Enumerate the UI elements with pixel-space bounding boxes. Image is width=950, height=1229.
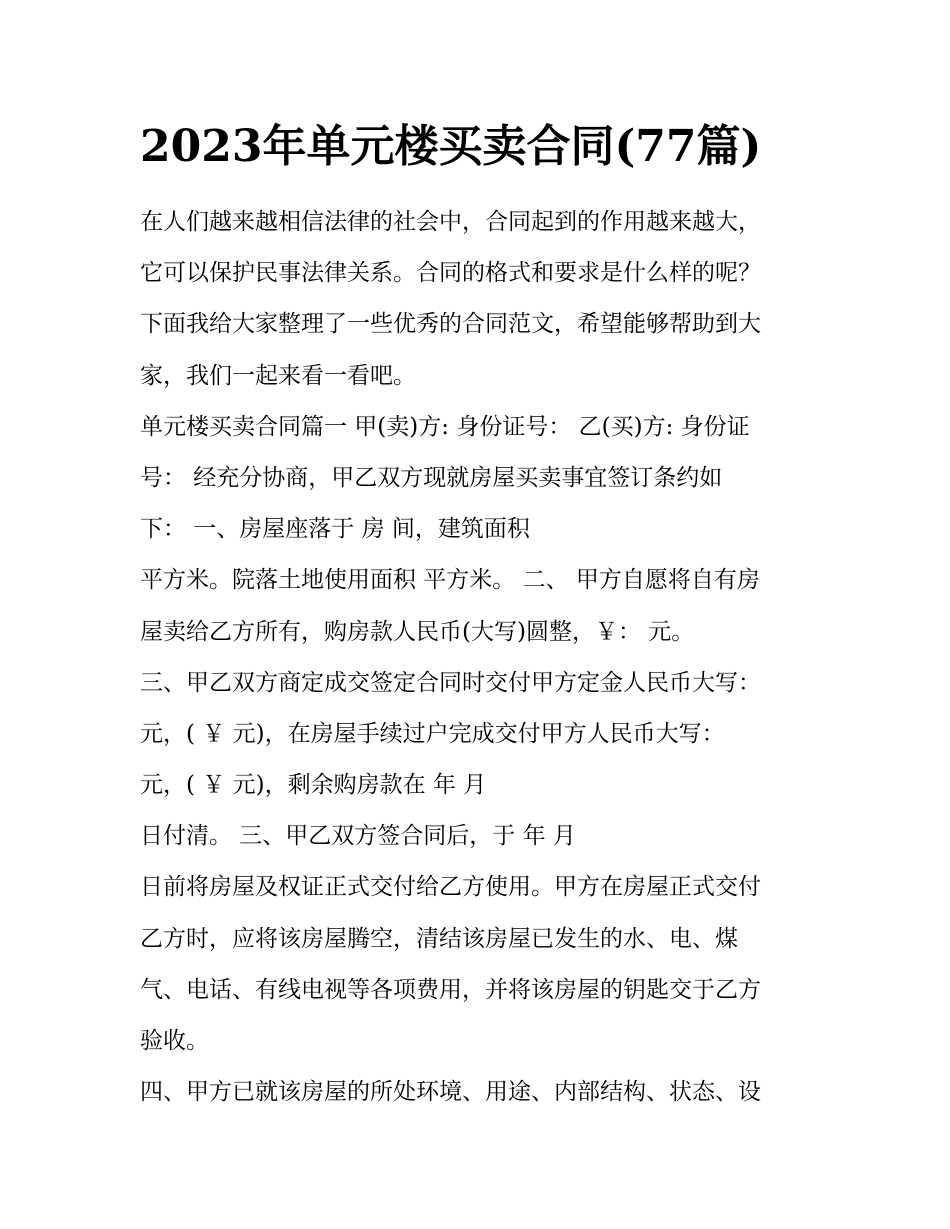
body-line: 单元楼买卖合同篇一 甲(卖)方: 身份证号： 乙(买)方: 身份证 (140, 413, 750, 440)
body-line: 下： 一、房屋座落于 房 间，建筑面积 (140, 516, 530, 543)
body-line: 元，( ￥ 元)，在房屋手续过户完成交付甲方人民币大写： (140, 720, 725, 747)
body-line: 乙方时，应将该房屋腾空，清结该房屋已发生的水、电、煤 (140, 925, 738, 952)
body-line: 日付清。 三、甲乙双方签合同后，于 年 月 (140, 823, 576, 850)
body-line: 家，我们一起来看一看吧。 (140, 362, 416, 389)
body-line: 日前将房屋及权证正式交付给乙方使用。甲方在房屋正式交付 (140, 874, 761, 901)
body-line: 气、电话、有线电视等各项费用，并将该房屋的钥匙交于乙方 (140, 976, 761, 1003)
body-line: 下面我给大家整理了一些优秀的合同范文，希望能够帮助到大 (140, 311, 761, 338)
body-line: 号： 经充分协商，甲乙双方现就房屋买卖事宜签订条约如 (140, 464, 723, 491)
body-line: 四、甲方已就该房屋的所处环境、用途、内部结构、状态、设 (140, 1079, 761, 1106)
body-line: 它可以保护民事法律关系。合同的格式和要求是什么样的呢？ (140, 260, 761, 287)
document-body (140, 197, 820, 1118)
document-title: 2023年单元楼买卖合同(77篇) (140, 121, 762, 172)
body-line: 平方米。院落土地使用面积 平方米。 二、 甲方自愿将自有房 (140, 567, 760, 594)
body-line: 在人们越来越相信法律的社会中，合同起到的作用越来越大， (140, 209, 761, 235)
body-line: 元，( ￥ 元)，剩余购房款在 年 月 (140, 772, 487, 799)
body-line: 屋卖给乙方所有，购房款人民币(大写)圆整，￥： 元。 (140, 618, 695, 645)
body-line: 三、甲乙双方商定成交签定合同时交付甲方定金人民币大写： (140, 669, 761, 696)
body-line: 验收。 (140, 1028, 209, 1054)
